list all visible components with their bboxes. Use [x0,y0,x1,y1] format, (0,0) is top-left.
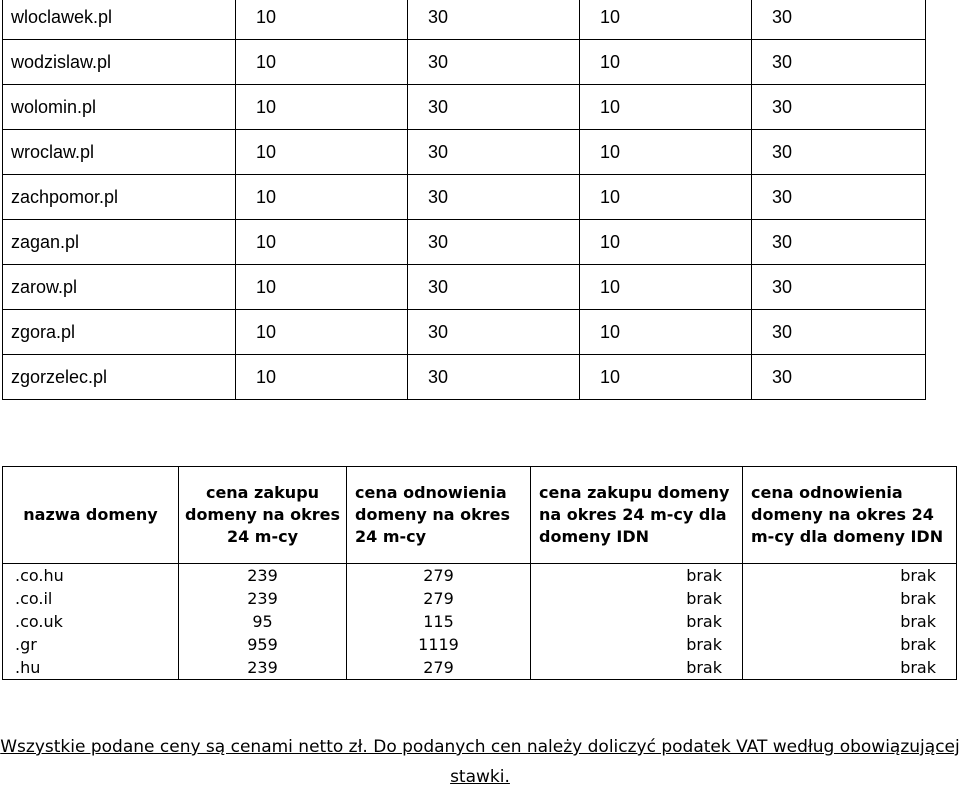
domain-cell: zgora.pl [3,310,236,355]
price-table [2,466,957,680]
value-cell: 30 [408,310,580,355]
value-cell: 30 [408,85,580,130]
table-row [3,633,957,656]
table-row [3,265,926,310]
buy-idn-cell: brak [531,656,743,680]
domain-cell: wolomin.pl [3,85,236,130]
renew-price-cell: 115 [347,610,531,633]
buy-price-cell: 239 [179,656,347,680]
value-cell: 30 [752,175,926,220]
value-cell: 30 [408,130,580,175]
domain-cell: .co.uk [3,610,179,633]
column-header-buy-idn: cena zakupu domeny na okres 24 m-cy dla domeny IDN [531,467,743,564]
value-cell: 30 [408,220,580,265]
value-cell: 10 [236,175,408,220]
domain-cell: wroclaw.pl [3,130,236,175]
value-cell: 10 [580,220,752,265]
renew-price-cell: 279 [347,587,531,610]
value-cell: 30 [752,40,926,85]
buy-price-cell: 239 [179,564,347,588]
value-cell: 10 [580,0,752,40]
renew-idn-cell: brak [743,564,957,588]
domain-cell: zachpomor.pl [3,175,236,220]
buy-idn-cell: brak [531,564,743,588]
value-cell: 10 [580,130,752,175]
buy-idn-cell: brak [531,610,743,633]
table-row [3,310,926,355]
table-row [3,564,957,588]
domain-cell: .co.hu [3,564,179,588]
domain-cell: wloclawek.pl [3,0,236,40]
table-row [3,355,926,400]
column-header-domain: nazwa domeny [3,467,179,564]
value-cell: 30 [752,0,926,40]
value-cell: 10 [236,85,408,130]
domain-cell: wodzislaw.pl [3,40,236,85]
domain-cell: zgorzelec.pl [3,355,236,400]
table-row [3,220,926,265]
renew-idn-cell: brak [743,587,957,610]
column-header-buy: cena zakupu domeny na okres 24 m-cy [179,467,347,564]
column-header-renew: cena odnowienia domeny na okres 24 m-cy [347,467,531,564]
value-cell: 30 [408,40,580,85]
table-row [3,656,957,680]
table-header-row [3,467,957,564]
table-row [3,85,926,130]
renew-price-cell: 279 [347,656,531,680]
value-cell: 10 [236,220,408,265]
value-cell: 30 [752,355,926,400]
renew-idn-cell: brak [743,656,957,680]
value-cell: 10 [580,85,752,130]
table-row [3,587,957,610]
buy-idn-cell: brak [531,633,743,656]
table-row [3,175,926,220]
value-cell: 30 [408,265,580,310]
buy-price-cell: 95 [179,610,347,633]
table-row [3,40,926,85]
value-cell: 10 [580,175,752,220]
value-cell: 10 [580,355,752,400]
buy-price-cell: 959 [179,633,347,656]
value-cell: 30 [408,355,580,400]
value-cell: 10 [580,265,752,310]
value-cell: 30 [752,130,926,175]
domain-cell: .gr [3,633,179,656]
renew-price-cell: 1119 [347,633,531,656]
value-cell: 10 [236,40,408,85]
value-cell: 10 [236,130,408,175]
price-table-continued [2,0,926,400]
value-cell: 30 [752,310,926,355]
value-cell: 10 [580,310,752,355]
value-cell: 30 [752,220,926,265]
domain-cell: zagan.pl [3,220,236,265]
renew-idn-cell: brak [743,610,957,633]
buy-idn-cell: brak [531,587,743,610]
domain-cell: zarow.pl [3,265,236,310]
value-cell: 30 [408,0,580,40]
value-cell: 30 [408,175,580,220]
vat-footnote: Wszystkie podane ceny są cenami netto zł. Do podanych cen należy doliczyć podatek VAT według obowiązującej stawki. [0,737,960,787]
table-row [3,130,926,175]
value-cell: 10 [236,0,408,40]
value-cell: 10 [236,265,408,310]
domain-cell: .co.il [3,587,179,610]
value-cell: 10 [580,40,752,85]
buy-price-cell: 239 [179,587,347,610]
value-cell: 10 [236,310,408,355]
value-cell: 30 [752,265,926,310]
renew-idn-cell: brak [743,633,957,656]
table-row [3,610,957,633]
renew-price-cell: 279 [347,564,531,588]
domain-cell: .hu [3,656,179,680]
value-cell: 10 [236,355,408,400]
value-cell: 30 [752,85,926,130]
column-header-renew-idn: cena odnowienia domeny na okres 24 m-cy dla domeny IDN [743,467,957,564]
table-row [3,0,926,40]
